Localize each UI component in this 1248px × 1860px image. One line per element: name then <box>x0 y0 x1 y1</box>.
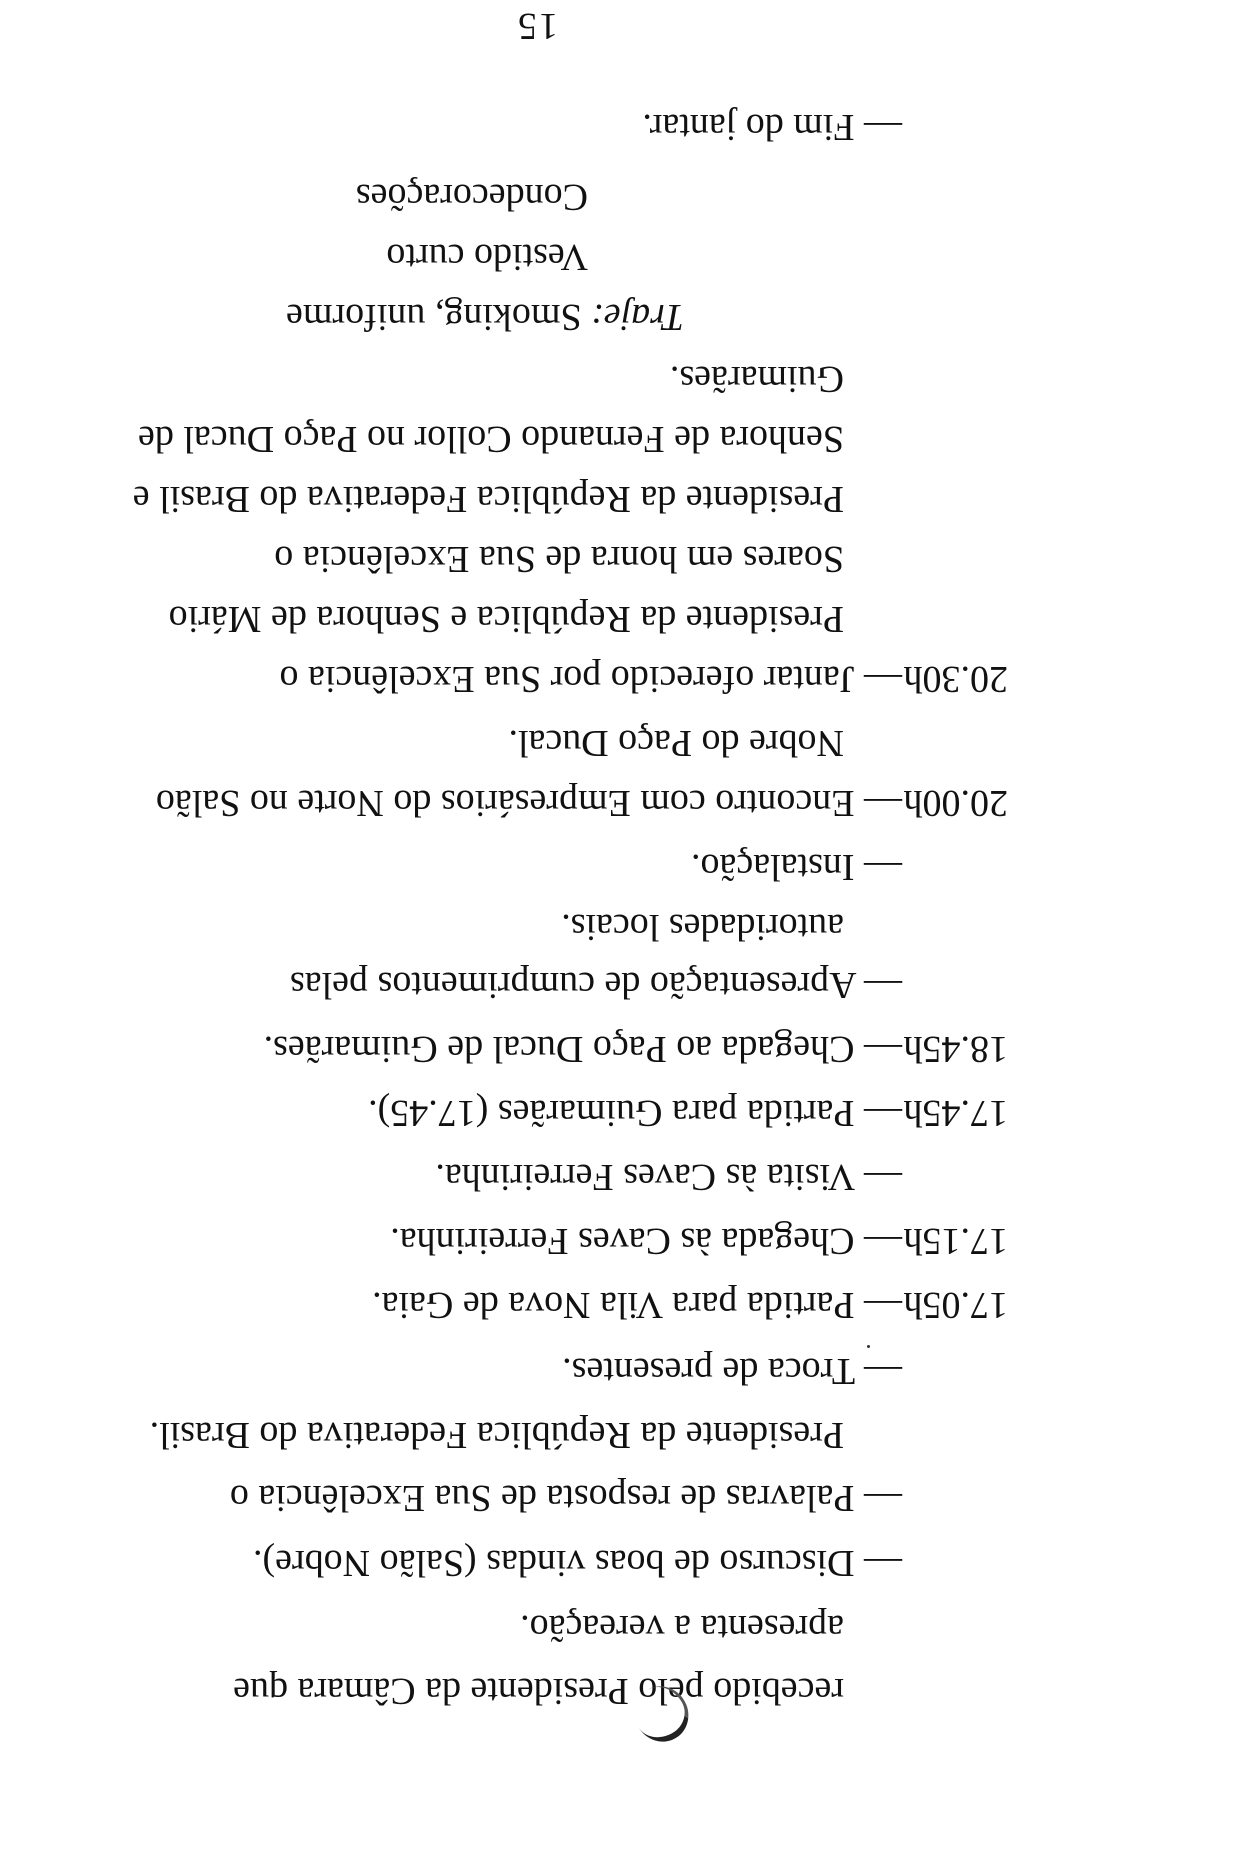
text-line-15: — Encontro com Empresários do Norte no Salão <box>155 782 902 824</box>
time-20-30: 20.30h <box>903 658 1008 700</box>
text-line-16: Nobre do Paço Ducal. <box>508 722 844 764</box>
time-20-00: 20.00h <box>903 782 1008 824</box>
text-line-8: — Chegada às Caves Ferreirinha. <box>390 1220 902 1262</box>
text-line-11: — Chegada ao Paço Ducal de Guimarães. <box>263 1028 902 1070</box>
traje-label: Traje: <box>591 296 684 338</box>
text-line-7: — Partida para Vila Nova de Gaia. <box>372 1284 902 1326</box>
text-line-6: — Troca de presentes. <box>562 1350 902 1392</box>
text-line-14: — Instalação. <box>690 846 902 888</box>
text-line-18: Presidente da República e Senhora de Mário <box>168 598 844 640</box>
text-line-2: apresenta a vereação. <box>520 1607 844 1649</box>
time-17-05: 17.05h <box>903 1284 1008 1326</box>
text-line-21: Senhora de Fernando Collor no Paço Ducal de <box>138 418 844 460</box>
text-line-5: Presidente da República Federativa do Brasil. <box>149 1414 844 1456</box>
traje-value-2: Vestido curto <box>386 236 588 278</box>
text-line-4: — Palavras de resposta de Sua Excelência o <box>229 1477 902 1519</box>
text-line-23: — Fim do jantar. <box>642 106 902 148</box>
text-line-10: — Partida para Guimarães (17.45). <box>368 1092 902 1134</box>
time-17-45: 17.45h <box>903 1092 1008 1134</box>
text-line-22: Guimarães. <box>669 358 844 400</box>
text-line-13: autoridades locais. <box>561 906 844 948</box>
text-line-12: — Apresentação de cumprimentos pelas <box>289 964 902 1006</box>
text-line-3: — Discurso de boas vindas (Salão Nobre). <box>252 1542 902 1584</box>
text-line-1: recebido pelo Presidente da Câmara que <box>233 1670 844 1712</box>
time-17-15: 17.15h <box>903 1220 1008 1262</box>
text-line-9: — Visita às Caves Ferreirinha. <box>435 1156 902 1198</box>
time-18-45: 18.45h <box>903 1028 1008 1070</box>
traje-value-3: Condecorações <box>355 176 588 218</box>
traje-value-1: Smoking, uniforme <box>286 296 582 338</box>
text-line-17: — Jantar oferecido por Sua Excelência o <box>279 658 902 700</box>
text-line-20: Presidente da República Federativa do Brasil e <box>132 478 844 520</box>
text-line-19: Soares em honra de Sua Excelência o <box>274 538 844 580</box>
page-number: 15 <box>516 5 558 47</box>
